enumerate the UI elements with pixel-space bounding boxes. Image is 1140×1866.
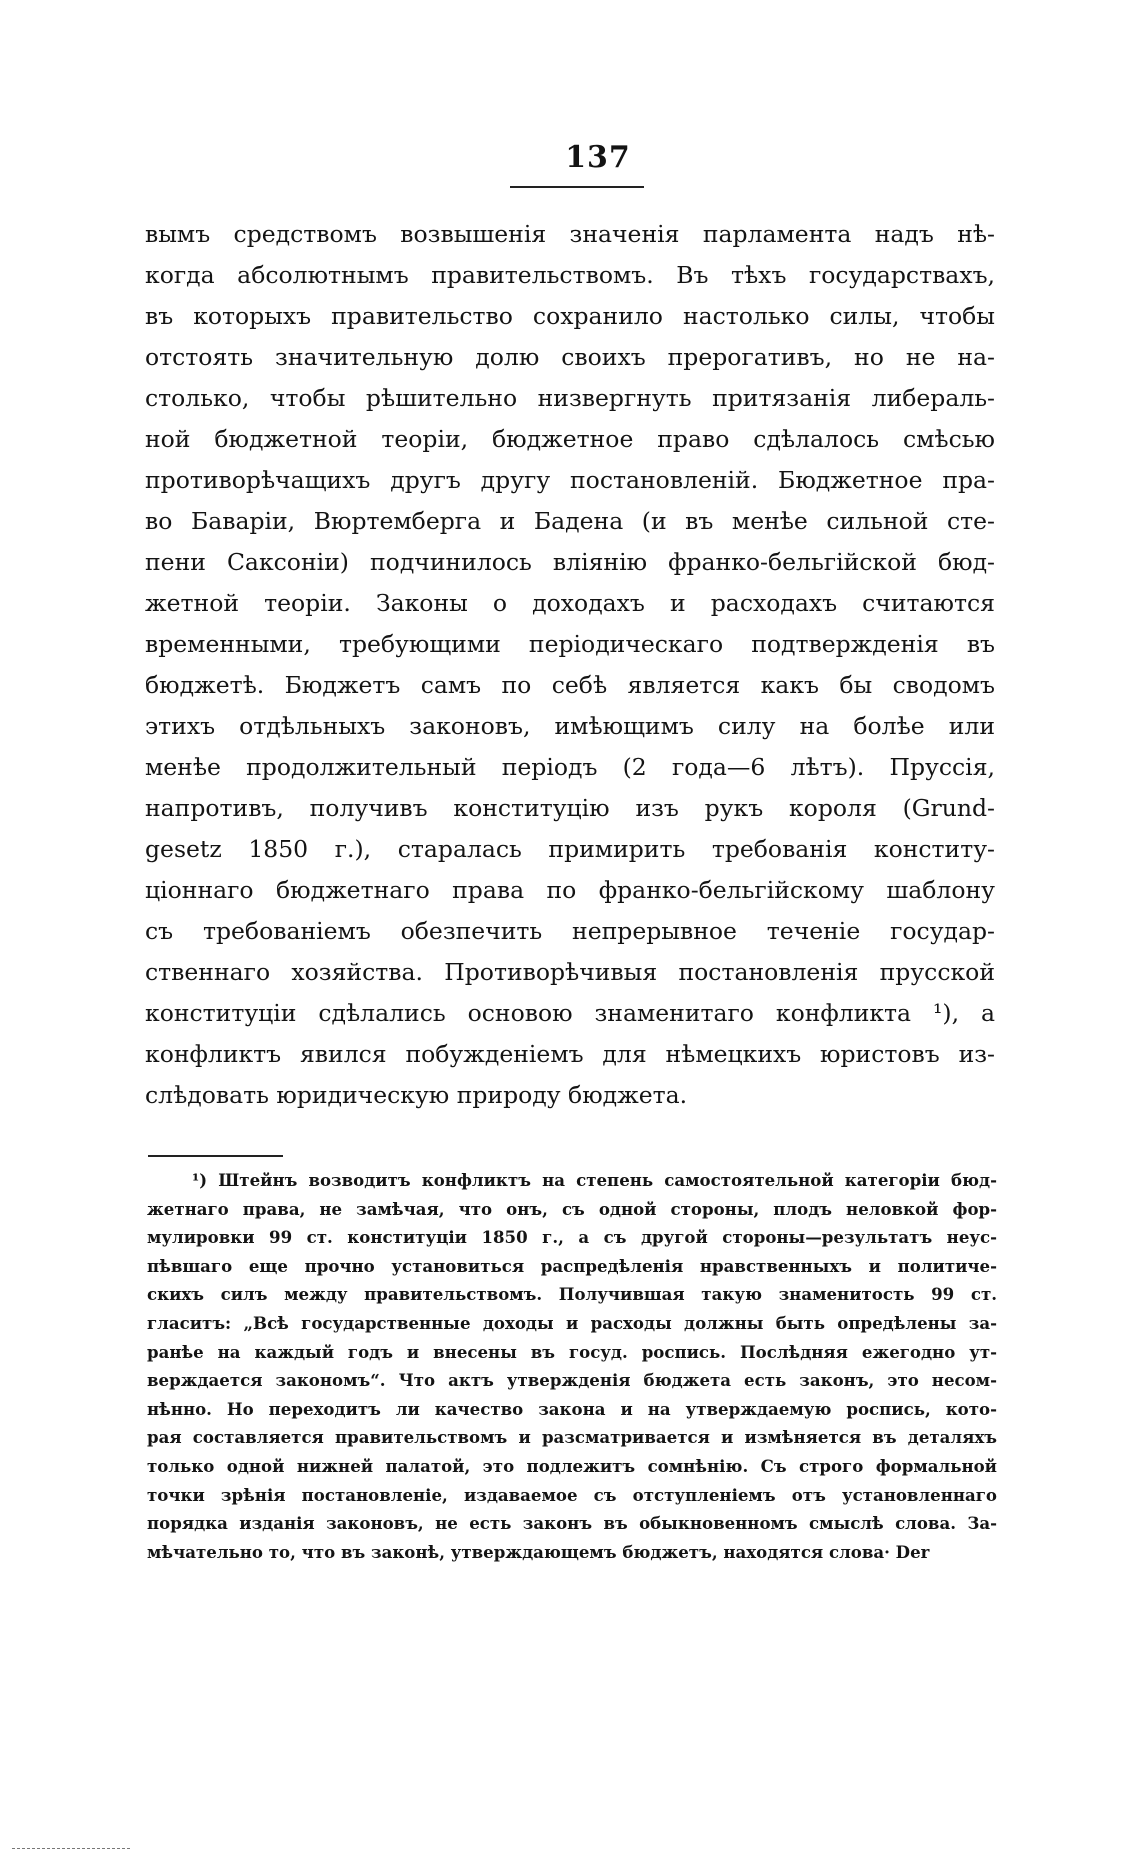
text-line: ціоннаго бюджетнаго права по франко-бельгійскому шаблону: [145, 876, 995, 904]
footnote-line: верждается закономъ“. Что актъ утвержденія бюджета есть законъ, это несом-: [147, 1370, 997, 1391]
footnote-line: ранѣе на каждый годъ и внесены въ госуд. роспись. Послѣдняя ежегодно ут-: [147, 1341, 997, 1362]
footnote-line: порядка изданія законовъ, не есть законъ въ обыкновенномъ смыслѣ слова. За-: [147, 1513, 997, 1534]
main-text: [145, 214, 995, 1116]
footnote-line: точки зрѣнія постановленіе, издаваемое съ отступленіемъ отъ установленнаго: [147, 1484, 997, 1505]
footnote-line: пѣвшаго еще прочно установиться распредѣленія нравственныхъ и политиче-: [147, 1255, 997, 1276]
footnote-line: скихъ силъ между правительствомъ. Получившая такую знаменитость 99 ст.: [147, 1284, 997, 1305]
text-line: временными, требующими періодическаго подтвержденія въ: [145, 630, 995, 658]
footnote-separator: [148, 1155, 283, 1157]
text-line: конституціи сдѣлались основою знаменитаго конфликта ¹), а: [145, 999, 995, 1027]
text-line: ственнаго хозяйства. Противорѣчивыя постановленія прусской: [145, 958, 995, 986]
text-line: gesetz 1850 г.), старалась примирить требованія конститу-: [145, 835, 995, 863]
text-line: во Баваріи, Вюртемберга и Бадена (и въ менѣе сильной сте-: [145, 507, 995, 535]
footnote-line: ¹) Штейнъ возводитъ конфликтъ на степень самостоятельной категоріи бюд-: [192, 1170, 997, 1190]
text-line: ной бюджетной теоріи, бюджетное право сдѣлалось смѣсью: [145, 425, 995, 453]
footnote-line: рая составляется правительствомъ и разсматривается и измѣняется въ деталяхъ: [147, 1427, 997, 1448]
text-line: жетной теоріи. Законы о доходахъ и расходахъ считаются: [145, 589, 995, 617]
text-line: столько, чтобы рѣшительно низвергнуть притязанія либераль-: [145, 384, 995, 412]
page-number: 137: [565, 140, 631, 175]
text-line: въ которыхъ правительство сохранило настолько силы, чтобы: [145, 302, 995, 330]
text-line: когда абсолютнымъ правительствомъ. Въ тѣхъ государствахъ,: [145, 261, 995, 289]
text-line: противорѣчащихъ другъ другу постановленій. Бюджетное пра-: [145, 466, 995, 494]
text-line: съ требованіемъ обезпечить непрерывное теченіе государ-: [145, 917, 995, 945]
text-line: вымъ средствомъ возвышенія значенія парламента надъ нѣ-: [145, 220, 995, 248]
text-line: слѣдовать юридическую природу бюджета.: [145, 1081, 688, 1109]
footnote-line: мѣчательно то, что въ законѣ, утверждающемъ бюджетъ, находятся слова· Der: [147, 1541, 930, 1562]
text-line: менѣе продолжительный періодъ (2 года—6 лѣтъ). Пруссія,: [145, 753, 995, 781]
text-line: конфликтъ явился побужденіемъ для нѣмецкихъ юристовъ из-: [145, 1040, 995, 1068]
text-line: пени Саксоніи) подчинилось вліянію франко-бельгійской бюд-: [145, 548, 995, 576]
page-number-rule: [510, 186, 644, 188]
text-line: напротивъ, получивъ конституцію изъ рукъ короля (Grund-: [145, 794, 995, 822]
text-line: этихъ отдѣльныхъ законовъ, имѣющимъ силу на болѣе или: [145, 712, 995, 740]
footnote-line: гласитъ: „Всѣ государственные доходы и расходы должны быть опредѣлены за-: [147, 1312, 997, 1333]
footnote-line: жетнаго права, не замѣчая, что онъ, съ одной стороны, плодъ неловкой фор-: [147, 1198, 997, 1219]
text-line: отстоять значительную долю своихъ прерогативъ, но не на-: [145, 343, 995, 371]
footnote-line: мулировки 99 ст. конституціи 1850 г., а съ другой стороны—результатъ неус-: [147, 1227, 997, 1248]
scan-edge-mark: [12, 1848, 130, 1849]
footnote: [147, 1166, 997, 1566]
text-line: бюджетѣ. Бюджетъ самъ по себѣ является какъ бы сводомъ: [145, 671, 995, 699]
footnote-line: нѣнно. Но переходитъ ли качество закона и на утверждаемую роспись, кото-: [147, 1398, 997, 1419]
footnote-line: только одной нижней палатой, это подлежитъ сомнѣнію. Съ строго формальной: [147, 1455, 997, 1476]
